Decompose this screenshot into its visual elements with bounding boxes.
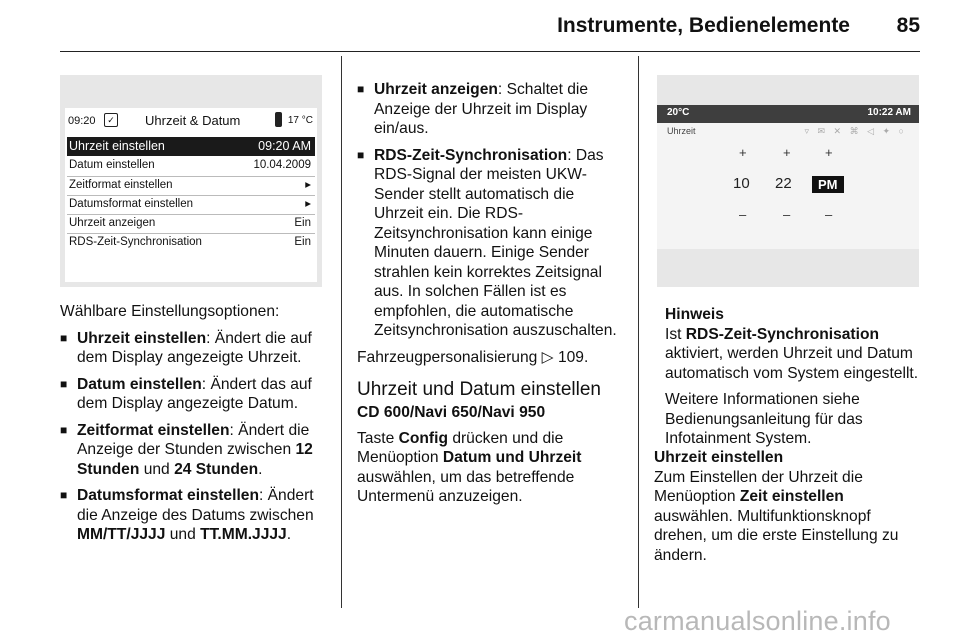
menu-row-label: Zeitformat einstellen	[69, 179, 173, 191]
section-heading: Uhrzeit und Datum einstellen	[357, 379, 601, 400]
minute-decrease-button[interactable]: –	[783, 207, 791, 222]
screen-clock: 10:22 AM	[867, 107, 911, 118]
page-title: Instrumente, Bedienelemente	[557, 14, 850, 37]
description: : Schaltet die Anzeige der Uhrzeit im Display ein/aus.	[374, 81, 589, 137]
menu-row-uhrzeit-einstellen[interactable]	[67, 137, 315, 156]
menu-row-rds-sync[interactable]	[67, 233, 315, 252]
list-item	[357, 80, 625, 139]
instruction-paragraph	[654, 468, 924, 566]
column-divider-1	[341, 56, 342, 608]
text: Zum Einstellen der Uhrzeit die Menüoption	[654, 468, 863, 505]
status-icons: ▿ ✉ ✕ ⌘ ◁ ✦ ○	[804, 126, 907, 136]
minute-increase-button[interactable]: +	[783, 145, 791, 160]
screen-status-bar	[657, 105, 919, 123]
term: Datumsformat einstellen	[77, 487, 259, 504]
column-2	[357, 80, 625, 514]
menu-row-datumsformat[interactable]	[67, 195, 315, 214]
text: Taste	[357, 429, 399, 447]
column-3	[654, 442, 924, 572]
watermark: carmanualsonline.info	[624, 606, 891, 636]
text: auswählen. Multifunktionsknopf drehen, um die erste Einstellung zu ändern.	[654, 507, 899, 564]
term: Datum und Uhrzeit	[442, 449, 582, 466]
note-text	[665, 325, 925, 384]
menu-row-zeitformat[interactable]	[67, 176, 315, 195]
chevron-right-icon: ▸	[305, 198, 311, 210]
options-list	[60, 329, 328, 545]
screenshot-time-date-menu	[60, 75, 322, 287]
menu-row-label: Datum einstellen	[69, 159, 155, 171]
options-intro: Wählbare Einstellungsoptionen:	[60, 303, 280, 320]
term: Zeitformat einstellen	[77, 421, 230, 439]
description: : Das RDS-Signal der meisten UKW-Sender stellt automatisch die Uhrzeit ein. Die RDS-Zeitsynchronisation kann einige Minuten dauern. Einige Sender strahlen kein korrektes Zeitsignal aus. In solchen Fällen ist es empfohlen, die automatische Zeitsynchronisation auszuschalten.	[374, 146, 617, 339]
header-rule	[60, 51, 920, 52]
screen-label: Uhrzeit	[667, 126, 696, 136]
menu-row-value: Ein	[294, 217, 311, 229]
clock-icon: ✓	[104, 113, 118, 127]
screen-status-bar	[65, 111, 317, 133]
term: MM/TT/JJJJ	[77, 526, 166, 543]
text: drücken und die Menüoption	[357, 429, 564, 466]
instruction-paragraph	[357, 429, 625, 507]
menu-row-uhrzeit-anzeigen[interactable]	[67, 214, 315, 233]
hour-increase-button[interactable]: +	[739, 145, 747, 160]
menu-row-label: RDS-Zeit-Synchronisation	[69, 236, 202, 248]
menu-row-label: Uhrzeit einstellen	[69, 139, 165, 153]
chevron-right-icon: ▸	[305, 179, 311, 191]
column-1	[60, 302, 328, 552]
hour-value: 10	[733, 175, 750, 192]
menu-row-label: Datumsformat einstellen	[69, 198, 193, 210]
list-item	[60, 486, 328, 545]
description: : Ändert die Anzeige der Stunden zwischen	[77, 421, 310, 458]
options-list-continued	[357, 80, 625, 341]
text: Ist	[665, 325, 686, 343]
list-item	[60, 329, 328, 368]
list-item	[60, 421, 328, 480]
term: RDS-Zeit-Synchronisation	[685, 325, 879, 343]
note-more: Weitere Informationen siehe Bedienungsanleitung für das Infotainment System.	[665, 391, 863, 447]
screen-time: 09:20	[68, 115, 96, 127]
ampm-decrease-button[interactable]: –	[825, 207, 833, 222]
description: : Ändert das auf dem Display angezeigte Datum.	[77, 375, 312, 412]
screen-temperature: 17 °C	[287, 115, 313, 126]
screen-frame-bottom	[657, 249, 919, 287]
description: .	[258, 460, 263, 478]
menu-row-value: 09:20 AM	[258, 139, 311, 153]
cross-reference: Fahrzeugpersonalisierung ▷ 109.	[357, 348, 589, 366]
term: TT.MM.JJJJ	[200, 526, 287, 543]
note-box	[665, 305, 925, 456]
term: Datum einstellen	[77, 375, 202, 393]
ampm-value: PM	[812, 176, 844, 193]
text: auswählen, um das betreffende Untermenü anzuzeigen.	[357, 468, 575, 505]
subsection-heading: Uhrzeit einstellen	[654, 449, 784, 466]
term: 24 Stunden	[174, 460, 259, 478]
ampm-increase-button[interactable]: +	[825, 145, 833, 160]
term: Zeit einstellen	[739, 488, 844, 505]
minute-value: 22	[775, 175, 792, 192]
menu-row-label: Uhrzeit anzeigen	[69, 217, 156, 229]
note-title: Hinweis	[665, 306, 724, 323]
column-divider-2	[638, 56, 639, 608]
description: .	[286, 526, 292, 543]
text: aktiviert, werden Uhrzeit und Datum automatisch vom System eingestellt.	[665, 345, 919, 382]
list-item	[357, 146, 625, 341]
term: Uhrzeit anzeigen	[374, 81, 498, 98]
description: : Ändert die auf dem Display angezeigte Uhrzeit.	[77, 329, 312, 366]
menu-row-value: 10.04.2009	[253, 159, 311, 171]
description: : Ändert die Anzeige des Datums zwischen	[77, 487, 314, 524]
term: Config	[398, 429, 448, 447]
term: Uhrzeit einstellen	[77, 329, 207, 347]
hour-decrease-button[interactable]: –	[739, 207, 747, 222]
description: und	[139, 460, 175, 478]
term: 12 Stunden	[77, 441, 313, 478]
screen-menu-title: Uhrzeit & Datum	[145, 113, 241, 128]
list-item	[60, 375, 328, 414]
page-number: 85	[896, 14, 920, 37]
menu-row-datum-einstellen[interactable]	[67, 156, 315, 175]
menu-row-value: Ein	[294, 236, 311, 248]
thermometer-icon	[275, 112, 282, 127]
page-header	[60, 0, 920, 52]
screen-temperature: 20°C	[667, 107, 690, 118]
term: RDS-Zeit-Synchronisation	[374, 146, 568, 164]
description: und	[165, 526, 201, 543]
section-subheading: CD 600/Navi 650/Navi 950	[357, 404, 546, 421]
